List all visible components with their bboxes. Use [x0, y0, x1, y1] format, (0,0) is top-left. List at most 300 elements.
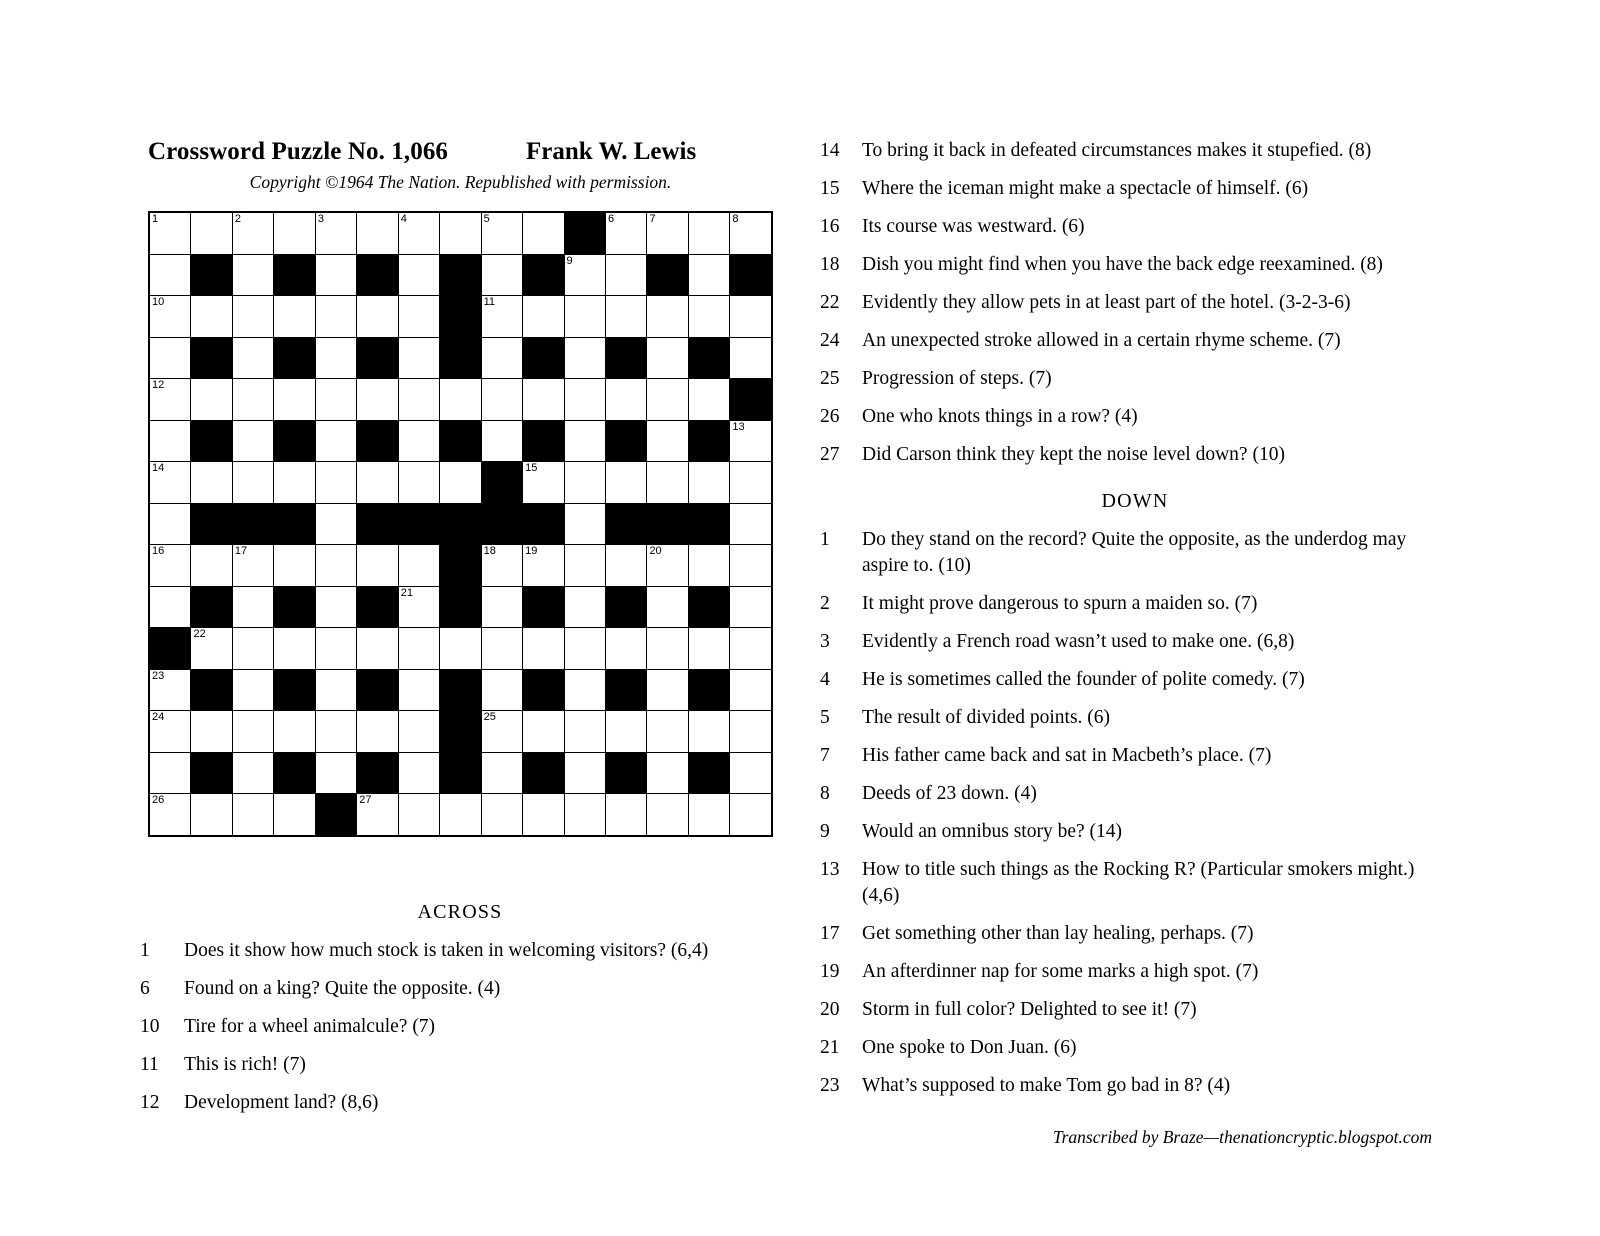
clue-number: 2	[820, 593, 830, 614]
grid-cell-number: 27	[359, 794, 372, 806]
grid-cell-block	[688, 503, 729, 545]
grid-cell[interactable]	[191, 711, 232, 753]
grid-cell-number: 19	[525, 545, 538, 557]
grid-cell[interactable]	[730, 711, 772, 753]
grid-cell[interactable]	[730, 752, 772, 794]
grid-cell[interactable]	[647, 628, 688, 670]
grid-row	[149, 337, 772, 379]
grid-cell[interactable]	[191, 628, 232, 670]
grid-cell[interactable]	[315, 212, 356, 254]
clue-text: Dish you might find when you have the back edge reexamined. (8)	[862, 254, 1383, 275]
right-column	[820, 138, 1450, 1111]
grid-cell[interactable]	[315, 503, 356, 545]
grid-cell[interactable]	[440, 379, 481, 421]
clue-text: Development land? (8,6)	[184, 1092, 379, 1113]
grid-cell-block	[647, 503, 688, 545]
grid-cell[interactable]	[149, 711, 191, 753]
grid-cell[interactable]	[730, 296, 772, 338]
grid-cell-block	[274, 752, 315, 794]
grid-cell-block	[440, 752, 481, 794]
grid-cell[interactable]	[564, 711, 605, 753]
grid-cell[interactable]	[564, 379, 605, 421]
grid-cell[interactable]	[357, 545, 398, 587]
clue-item	[820, 959, 1450, 985]
grid-cell[interactable]	[523, 545, 564, 587]
clue-text: Where the iceman might make a spectacle of himself. (6)	[862, 178, 1309, 199]
grid-cell[interactable]	[232, 420, 273, 462]
grid-cell[interactable]	[149, 296, 191, 338]
grid-cell[interactable]	[357, 711, 398, 753]
grid-cell[interactable]	[647, 794, 688, 836]
clue-number: 15	[820, 178, 840, 199]
grid-cell[interactable]	[232, 711, 273, 753]
grid-cell-block	[440, 337, 481, 379]
clue-item	[820, 781, 1450, 807]
grid-cell-block	[191, 586, 232, 628]
grid-cell-number: 12	[152, 379, 165, 391]
grid-cell[interactable]	[398, 545, 439, 587]
grid-cell-block	[523, 503, 564, 545]
grid-row	[149, 752, 772, 794]
grid-cell[interactable]	[398, 794, 439, 836]
grid-cell[interactable]	[357, 212, 398, 254]
grid-cell[interactable]	[274, 711, 315, 753]
grid-cell[interactable]	[481, 212, 522, 254]
grid-cell[interactable]	[481, 379, 522, 421]
grid-cell[interactable]	[523, 212, 564, 254]
clue-item	[820, 743, 1450, 769]
grid-cell[interactable]	[440, 628, 481, 670]
grid-row	[149, 254, 772, 296]
grid-cell-block	[191, 669, 232, 711]
grid-cell[interactable]	[357, 379, 398, 421]
grid-cell-block	[315, 794, 356, 836]
grid-cell-block	[191, 503, 232, 545]
clue-text: Its course was westward. (6)	[862, 216, 1085, 237]
grid-cell-block	[523, 420, 564, 462]
grid-cell[interactable]	[564, 462, 605, 504]
grid-cell-block	[357, 503, 398, 545]
grid-cell[interactable]	[149, 462, 191, 504]
clue-number: 22	[820, 292, 840, 313]
clue-number: 3	[820, 631, 830, 652]
clue-item	[820, 629, 1450, 655]
grid-cell[interactable]	[232, 628, 273, 670]
grid-cell-number: 13	[732, 420, 745, 433]
grid-cell[interactable]	[730, 794, 772, 836]
grid-cell[interactable]	[688, 545, 729, 587]
clue-number: 8	[820, 783, 830, 804]
grid-cell[interactable]	[605, 545, 646, 587]
grid-cell[interactable]	[564, 503, 605, 545]
copyright-line: Copyright ©1964 The Nation. Republished with permission.	[249, 172, 672, 192]
clue-text: Found on a king? Quite the opposite. (4)	[184, 978, 501, 999]
grid-cell[interactable]	[730, 212, 772, 254]
grid-cell[interactable]	[440, 212, 481, 254]
grid-cell-block	[398, 503, 439, 545]
clue-item	[820, 214, 1450, 240]
grid-cell[interactable]	[481, 337, 522, 379]
grid-cell[interactable]	[274, 212, 315, 254]
grid-cell[interactable]	[149, 212, 191, 254]
clue-number: 17	[820, 923, 840, 944]
grid-cell-block	[274, 586, 315, 628]
grid-cell-number: 23	[152, 669, 165, 682]
crossword-grid-wrap	[148, 211, 773, 837]
clue-text: Would an omnibus story be? (14)	[862, 821, 1123, 842]
grid-cell[interactable]	[315, 337, 356, 379]
grid-cell[interactable]	[398, 379, 439, 421]
clue-item	[140, 976, 780, 1002]
grid-cell[interactable]	[647, 711, 688, 753]
clue-text: Evidently a French road wasn’t used to make one. (6,8)	[862, 631, 1295, 652]
grid-cell[interactable]	[647, 669, 688, 711]
grid-cell[interactable]	[481, 711, 522, 753]
clue-number: 26	[820, 406, 840, 427]
clue-number: 18	[820, 254, 840, 275]
grid-cell-number: 15	[525, 462, 538, 474]
clue-number: 19	[820, 961, 840, 982]
grid-cell[interactable]	[688, 462, 729, 504]
grid-cell[interactable]	[647, 752, 688, 794]
clue-number: 13	[820, 859, 840, 880]
grid-cell[interactable]	[274, 545, 315, 587]
grid-cell-number: 7	[649, 213, 656, 225]
grid-cell[interactable]	[647, 586, 688, 628]
clue-text: One who knots things in a row? (4)	[862, 406, 1138, 427]
grid-cell-block	[564, 212, 605, 254]
grid-cell-number: 9	[566, 254, 573, 267]
grid-cell[interactable]	[398, 752, 439, 794]
grid-cell-block	[481, 462, 522, 504]
grid-cell-block	[274, 503, 315, 545]
grid-cell[interactable]	[232, 669, 273, 711]
grid-cell[interactable]	[398, 462, 439, 504]
clue-item	[140, 1052, 780, 1078]
grid-cell[interactable]	[149, 379, 191, 421]
clue-text: An unexpected stroke allowed in a certain rhyme scheme. (7)	[862, 330, 1341, 351]
grid-cell[interactable]	[564, 420, 605, 462]
grid-cell-block	[605, 669, 646, 711]
clue-number: 11	[140, 1054, 159, 1075]
grid-cell-block	[232, 503, 273, 545]
grid-cell[interactable]	[357, 794, 398, 836]
grid-cell[interactable]	[481, 545, 522, 587]
grid-cell[interactable]	[647, 545, 688, 587]
grid-cell[interactable]	[481, 296, 522, 338]
grid-cell[interactable]	[315, 296, 356, 338]
grid-cell[interactable]	[315, 420, 356, 462]
grid-cell-block	[274, 337, 315, 379]
grid-cell-block	[605, 586, 646, 628]
grid-cell[interactable]	[315, 254, 356, 296]
grid-cell-block	[191, 420, 232, 462]
author-name: Frank W. Lewis	[526, 138, 697, 165]
clue-item	[820, 921, 1450, 947]
grid-cell[interactable]	[398, 420, 439, 462]
grid-cell[interactable]	[523, 794, 564, 836]
grid-cell[interactable]	[730, 503, 772, 545]
grid-cell-block	[357, 420, 398, 462]
grid-cell[interactable]	[605, 462, 646, 504]
grid-cell[interactable]	[564, 545, 605, 587]
grid-cell[interactable]	[481, 254, 522, 296]
grid-cell[interactable]	[564, 586, 605, 628]
grid-cell-number: 18	[483, 545, 496, 557]
grid-cell[interactable]	[357, 296, 398, 338]
grid-cell[interactable]	[191, 296, 232, 338]
grid-cell[interactable]	[149, 586, 191, 628]
grid-cell-block	[523, 752, 564, 794]
grid-cell[interactable]	[523, 379, 564, 421]
clue-item	[820, 138, 1450, 164]
grid-cell[interactable]	[149, 794, 191, 836]
grid-cell-block	[274, 254, 315, 296]
title-row	[148, 138, 773, 166]
grid-cell[interactable]	[398, 254, 439, 296]
grid-cell[interactable]	[730, 586, 772, 628]
clue-item	[820, 328, 1450, 354]
grid-cell[interactable]	[398, 337, 439, 379]
grid-cell[interactable]	[688, 254, 729, 296]
grid-cell-block	[357, 254, 398, 296]
clue-item	[140, 938, 780, 964]
grid-cell[interactable]	[398, 628, 439, 670]
grid-cell[interactable]	[564, 337, 605, 379]
grid-row	[149, 379, 772, 421]
grid-cell[interactable]	[191, 379, 232, 421]
grid-cell[interactable]	[398, 711, 439, 753]
grid-cell[interactable]	[523, 296, 564, 338]
clue-item	[820, 857, 1450, 909]
grid-cell[interactable]	[605, 711, 646, 753]
grid-cell[interactable]	[564, 752, 605, 794]
grid-cell-number: 10	[152, 296, 165, 308]
grid-cell-block	[647, 254, 688, 296]
crossword-grid[interactable]	[148, 211, 773, 837]
grid-cell[interactable]	[605, 628, 646, 670]
grid-cell[interactable]	[730, 545, 772, 587]
grid-cell-block	[191, 752, 232, 794]
grid-cell-block	[688, 586, 729, 628]
grid-cell-block	[523, 337, 564, 379]
clue-item	[820, 176, 1450, 202]
grid-cell[interactable]	[688, 711, 729, 753]
grid-cell[interactable]	[730, 669, 772, 711]
clue-number: 14	[820, 140, 840, 161]
grid-cell[interactable]	[149, 669, 191, 711]
grid-cell-number: 8	[732, 213, 739, 225]
grid-cell[interactable]	[564, 296, 605, 338]
clue-number: 23	[820, 1075, 840, 1096]
grid-cell[interactable]	[605, 794, 646, 836]
clue-number: 4	[820, 669, 830, 690]
grid-cell[interactable]	[688, 296, 729, 338]
grid-cell-block	[357, 337, 398, 379]
grid-cell[interactable]	[398, 669, 439, 711]
grid-cell[interactable]	[481, 628, 522, 670]
grid-cell-block	[688, 752, 729, 794]
grid-cell[interactable]	[232, 586, 273, 628]
grid-cell[interactable]	[564, 254, 605, 296]
clue-item	[820, 591, 1450, 617]
grid-cell[interactable]	[398, 586, 439, 628]
grid-cell[interactable]	[730, 628, 772, 670]
clue-item	[820, 997, 1450, 1023]
clue-text: Storm in full color? Delighted to see it! (7)	[862, 999, 1197, 1020]
grid-cell[interactable]	[191, 212, 232, 254]
clue-number: 1	[140, 940, 150, 961]
down-clue-list	[820, 527, 1450, 1099]
grid-cell[interactable]	[232, 545, 273, 587]
grid-cell[interactable]	[315, 669, 356, 711]
grid-cell[interactable]	[232, 337, 273, 379]
grid-cell-number: 24	[152, 711, 165, 723]
grid-cell[interactable]	[191, 545, 232, 587]
grid-cell[interactable]	[149, 337, 191, 379]
grid-cell[interactable]	[481, 669, 522, 711]
grid-cell[interactable]	[357, 628, 398, 670]
grid-row	[149, 296, 772, 338]
grid-row	[149, 669, 772, 711]
grid-cell[interactable]	[523, 628, 564, 670]
grid-cell-number: 22	[193, 628, 206, 640]
grid-cell[interactable]	[315, 586, 356, 628]
clue-number: 6	[140, 978, 150, 999]
grid-cell[interactable]	[523, 711, 564, 753]
grid-cell-block	[605, 420, 646, 462]
grid-cell-block	[191, 254, 232, 296]
grid-cell-block	[523, 586, 564, 628]
grid-cell[interactable]	[440, 794, 481, 836]
grid-cell[interactable]	[605, 212, 646, 254]
grid-cell-number: 25	[483, 711, 496, 723]
grid-row	[149, 545, 772, 587]
grid-cell[interactable]	[730, 462, 772, 504]
clue-item	[140, 1014, 780, 1040]
grid-cell-block	[191, 337, 232, 379]
grid-cell[interactable]	[149, 545, 191, 587]
grid-cell[interactable]	[274, 628, 315, 670]
grid-row	[149, 420, 772, 462]
clue-text: Does it show how much stock is taken in welcoming visitors? (6,4)	[184, 940, 709, 961]
grid-cell[interactable]	[149, 503, 191, 545]
grid-cell[interactable]	[398, 212, 439, 254]
grid-cell[interactable]	[730, 337, 772, 379]
clue-item	[820, 527, 1450, 579]
grid-cell[interactable]	[481, 794, 522, 836]
grid-cell[interactable]	[357, 462, 398, 504]
grid-cell[interactable]	[315, 462, 356, 504]
puzzle-header-and-grid	[148, 138, 788, 837]
grid-cell[interactable]	[315, 711, 356, 753]
grid-cell[interactable]	[647, 420, 688, 462]
grid-cell[interactable]	[274, 462, 315, 504]
grid-cell[interactable]	[232, 794, 273, 836]
grid-cell[interactable]	[647, 462, 688, 504]
grid-cell[interactable]	[647, 379, 688, 421]
grid-cell[interactable]	[191, 794, 232, 836]
grid-cell-number: 3	[317, 213, 324, 225]
clue-item	[820, 442, 1450, 468]
grid-cell[interactable]	[647, 296, 688, 338]
grid-cell[interactable]	[232, 462, 273, 504]
clue-text: It might prove dangerous to spurn a maiden so. (7)	[862, 593, 1258, 614]
grid-cell[interactable]	[481, 586, 522, 628]
grid-cell-block	[730, 254, 772, 296]
grid-cell-block	[357, 669, 398, 711]
clue-item	[820, 1073, 1450, 1099]
clue-item	[820, 252, 1450, 278]
grid-cell[interactable]	[149, 254, 191, 296]
grid-cell-block	[523, 669, 564, 711]
grid-cell[interactable]	[440, 462, 481, 504]
grid-row	[149, 503, 772, 545]
clue-text: To bring it back in defeated circumstances makes it stupefied. (8)	[862, 140, 1372, 161]
grid-cell-block	[481, 503, 522, 545]
grid-cell-block	[523, 254, 564, 296]
grid-cell[interactable]	[149, 752, 191, 794]
grid-cell-block	[688, 669, 729, 711]
grid-cell[interactable]	[605, 379, 646, 421]
grid-cell[interactable]	[564, 669, 605, 711]
clue-text: Deeds of 23 down. (4)	[862, 783, 1037, 804]
grid-cell-block	[605, 752, 646, 794]
grid-cell[interactable]	[232, 254, 273, 296]
grid-cell[interactable]	[315, 752, 356, 794]
grid-cell[interactable]	[274, 794, 315, 836]
grid-cell[interactable]	[647, 337, 688, 379]
grid-cell[interactable]	[191, 462, 232, 504]
grid-cell[interactable]	[688, 794, 729, 836]
grid-cell[interactable]	[564, 628, 605, 670]
clue-text: Tire for a wheel animalcule? (7)	[184, 1016, 436, 1037]
grid-cell-block	[440, 296, 481, 338]
grid-cell[interactable]	[523, 462, 564, 504]
grid-cell[interactable]	[688, 379, 729, 421]
grid-row	[149, 586, 772, 628]
grid-cell[interactable]	[647, 212, 688, 254]
grid-cell[interactable]	[481, 420, 522, 462]
clue-text: Did Carson think they kept the noise level down? (10)	[862, 444, 1285, 465]
grid-cell[interactable]	[605, 296, 646, 338]
grid-cell[interactable]	[232, 296, 273, 338]
grid-row	[149, 628, 772, 670]
page-title: Crossword Puzzle No. 1,066	[148, 138, 449, 165]
grid-cell[interactable]	[315, 545, 356, 587]
grid-cell[interactable]	[730, 420, 772, 462]
grid-cell[interactable]	[274, 379, 315, 421]
grid-cell[interactable]	[315, 628, 356, 670]
grid-cell[interactable]	[398, 296, 439, 338]
grid-row	[149, 462, 772, 504]
grid-cell[interactable]	[688, 628, 729, 670]
clue-item	[820, 366, 1450, 392]
grid-cell-block	[440, 586, 481, 628]
clue-item	[820, 705, 1450, 731]
grid-cell[interactable]	[149, 420, 191, 462]
grid-cell[interactable]	[481, 752, 522, 794]
grid-cell[interactable]	[274, 296, 315, 338]
grid-cell[interactable]	[564, 794, 605, 836]
grid-cell[interactable]	[315, 379, 356, 421]
grid-cell[interactable]	[605, 254, 646, 296]
grid-cell-block	[688, 420, 729, 462]
grid-cell[interactable]	[232, 212, 273, 254]
grid-cell[interactable]	[232, 752, 273, 794]
grid-cell[interactable]	[232, 379, 273, 421]
grid-cell[interactable]	[688, 212, 729, 254]
